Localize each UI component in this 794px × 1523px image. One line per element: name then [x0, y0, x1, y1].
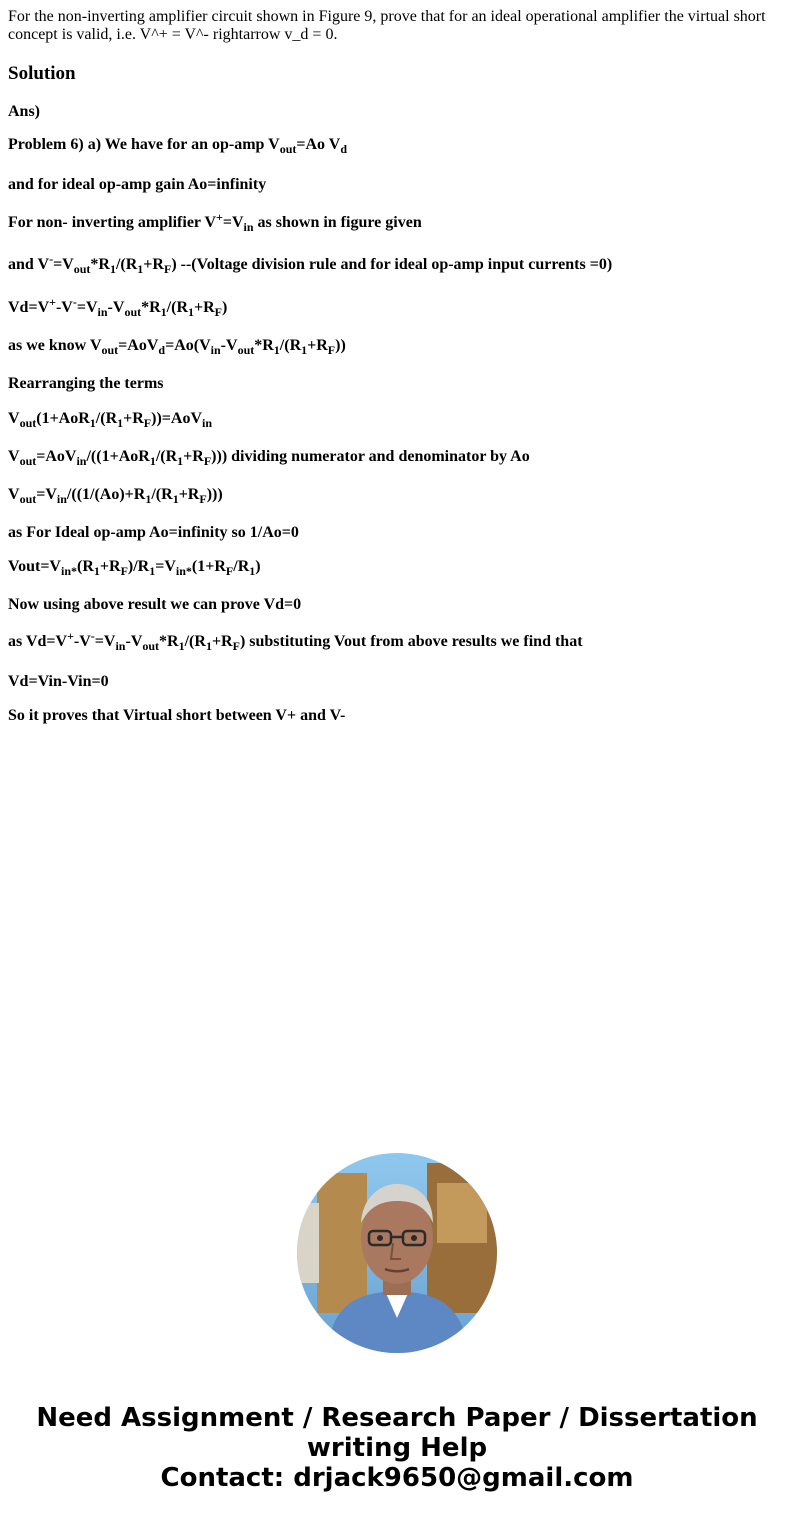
solution-step	[8, 252, 613, 276]
step-text: (1+R	[191, 558, 226, 575]
subscript: out	[19, 416, 37, 430]
step-text: /(R	[155, 448, 178, 465]
step-text: /(R	[166, 299, 188, 316]
subscript: 1	[117, 416, 124, 430]
step-text: )/R	[127, 558, 150, 575]
subscript: F	[163, 262, 172, 276]
step-text: /((1+AoR	[86, 448, 150, 465]
document-content	[8, 0, 786, 85]
step-text: +R	[143, 256, 164, 273]
step-text: =V	[94, 633, 116, 650]
subscript: F	[232, 639, 240, 653]
subscript: out	[19, 492, 37, 506]
step-text: *R	[159, 633, 179, 650]
subscript: 1	[178, 639, 185, 653]
step-text: *R	[141, 299, 161, 316]
solution-step	[8, 706, 345, 726]
subscript: out	[101, 343, 119, 357]
question-text: For the non-inverting amplifier circuit shown in Figure 9, prove that for an ideal operational amplifier the virtual short concept is valid, i.e. V^+ = V^- rightarrow v_d = 0.	[8, 8, 766, 43]
step-text: )	[222, 299, 228, 316]
superscript: +	[67, 629, 74, 643]
step-text: )))	[206, 486, 223, 503]
step-text: =V	[76, 299, 98, 316]
solution-step	[8, 629, 583, 653]
step-text: (R	[77, 558, 94, 575]
step-text: ) substituting Vout from above results we find that	[239, 633, 583, 650]
answer-label: Ans)	[8, 103, 41, 120]
step-text: +R	[99, 558, 121, 575]
step-text: Problem 6) a) We have for an op-amp V	[8, 136, 280, 153]
step-text: /(R	[184, 633, 206, 650]
step-text: =AoV	[118, 337, 159, 354]
solution-step	[8, 485, 223, 505]
step-text: =V	[53, 256, 74, 273]
step-text: Rearranging the terms	[8, 375, 164, 392]
step-text: *R	[254, 337, 274, 354]
step-text: +R	[183, 448, 204, 465]
subscript: in	[76, 454, 87, 468]
subscript: F	[327, 343, 336, 357]
solution-step	[8, 409, 212, 429]
subscript: 1	[188, 305, 194, 319]
subscript: in	[210, 343, 221, 357]
step-text: So it proves that Virtual short between V+ and V-	[8, 707, 346, 724]
subscript: out	[142, 639, 160, 653]
step-text: )	[255, 558, 261, 575]
subscript: F	[214, 305, 223, 319]
step-text: =V	[36, 486, 57, 503]
solution-step	[8, 175, 266, 195]
step-text: Now using above result we can prove Vd=0	[8, 596, 302, 613]
step-text: ))=AoV	[151, 410, 203, 427]
subscript: out	[73, 262, 91, 276]
subscript: 1	[145, 492, 152, 506]
solution-step	[8, 374, 164, 394]
subscript: 1	[249, 564, 256, 578]
step-text: /(R	[151, 486, 173, 503]
subscript: F	[120, 564, 128, 578]
subscript: d	[340, 142, 347, 156]
step-text: V	[8, 486, 20, 503]
solution-step	[8, 295, 228, 319]
subscript: out	[19, 454, 37, 468]
superscript: +	[49, 295, 56, 309]
solution-step	[8, 210, 422, 234]
subscript: 1	[149, 454, 156, 468]
subscript: F	[225, 564, 234, 578]
step-text: ))	[335, 337, 346, 354]
step-text: =AoV	[36, 448, 77, 465]
subscript: in	[56, 492, 67, 506]
step-text: V	[8, 448, 20, 465]
superscript: -	[72, 295, 77, 309]
subscript: F	[199, 492, 207, 506]
subscript: F	[203, 454, 212, 468]
solution-step	[8, 447, 530, 467]
step-text: -V	[73, 633, 91, 650]
step-text: /((1/(Ao)+R	[66, 486, 146, 503]
step-text: *R	[90, 256, 110, 273]
solution-step	[8, 523, 299, 543]
author-photo-icon	[297, 1153, 497, 1353]
subscript: 1	[160, 305, 167, 319]
step-text: and V	[8, 256, 50, 273]
subscript: out	[124, 305, 142, 319]
superscript: -	[49, 252, 54, 266]
subscript: 1	[205, 639, 212, 653]
step-text: -V	[107, 299, 125, 316]
step-text: (1+AoR	[36, 410, 90, 427]
step-text: as For Ideal op-amp Ao=infinity so 1/Ao=0	[8, 524, 299, 541]
superscript: +	[216, 210, 223, 224]
step-text: +R	[123, 410, 144, 427]
promo-banner	[0, 1403, 794, 1493]
solution-step	[8, 135, 347, 155]
step-text: as shown in figure given	[253, 214, 422, 231]
subscript: in	[97, 305, 108, 319]
promo-line-2: writing Help	[306, 1433, 488, 1463]
subscript: 1	[301, 343, 308, 357]
step-text: as we know V	[8, 337, 102, 354]
step-text: Vout=V	[8, 558, 61, 575]
subscript: in	[115, 639, 126, 653]
subscript: out	[279, 142, 297, 156]
step-text: Vd=Vin-Vin=0	[8, 673, 109, 690]
step-text: ) --(Voltage division rule and for ideal op-amp input currents =0)	[171, 256, 613, 273]
promo-line-1: Need Assignment / Research Paper / Dissertation	[36, 1403, 758, 1433]
subscript: in	[202, 416, 213, 430]
step-text: =Ao(V	[165, 337, 211, 354]
subscript: 1	[273, 343, 280, 357]
step-text: /(R	[279, 337, 302, 354]
step-text: =Ao V	[296, 136, 341, 153]
step-text: as Vd=V	[8, 633, 68, 650]
step-text: ))) dividing numerator and denominator by Ao	[211, 448, 530, 465]
subscript: in*	[60, 564, 77, 578]
step-text: -V	[220, 337, 238, 354]
subscript: 1	[172, 492, 179, 506]
promo-contact: Contact: drjack9650@gmail.com	[160, 1463, 634, 1493]
step-text: +R	[178, 486, 200, 503]
step-text: /(R	[95, 410, 118, 427]
step-text: /(R	[115, 256, 138, 273]
step-text: /R	[233, 558, 250, 575]
step-text: -V	[125, 633, 143, 650]
step-text: =V	[222, 214, 244, 231]
solution-step	[8, 336, 346, 356]
solution-step	[8, 557, 261, 577]
solution-step	[8, 672, 109, 692]
step-text: +R	[211, 633, 233, 650]
author-avatar	[297, 1153, 497, 1353]
subscript: 1	[137, 262, 144, 276]
step-text: Vd=V	[8, 299, 50, 316]
subscript: 1	[93, 564, 100, 578]
solution-heading: Solution	[8, 63, 76, 84]
subscript: 1	[177, 454, 184, 468]
subscript: in*	[175, 564, 192, 578]
step-text: +R	[307, 337, 328, 354]
step-text: +R	[194, 299, 215, 316]
subscript: 1	[89, 416, 96, 430]
subscript: F	[143, 416, 152, 430]
subscript: d	[158, 343, 166, 357]
superscript: -	[90, 629, 95, 643]
subscript: in	[243, 220, 254, 234]
step-text: =V	[155, 558, 176, 575]
subscript: out	[237, 343, 255, 357]
step-text: and for ideal op-amp gain Ao=infinity	[8, 176, 267, 193]
step-text: -V	[55, 299, 73, 316]
solution-step	[8, 595, 301, 615]
subscript: 1	[149, 564, 156, 578]
step-text: V	[8, 410, 20, 427]
subscript: 1	[109, 262, 116, 276]
step-text: For non- inverting amplifier V	[8, 214, 216, 231]
